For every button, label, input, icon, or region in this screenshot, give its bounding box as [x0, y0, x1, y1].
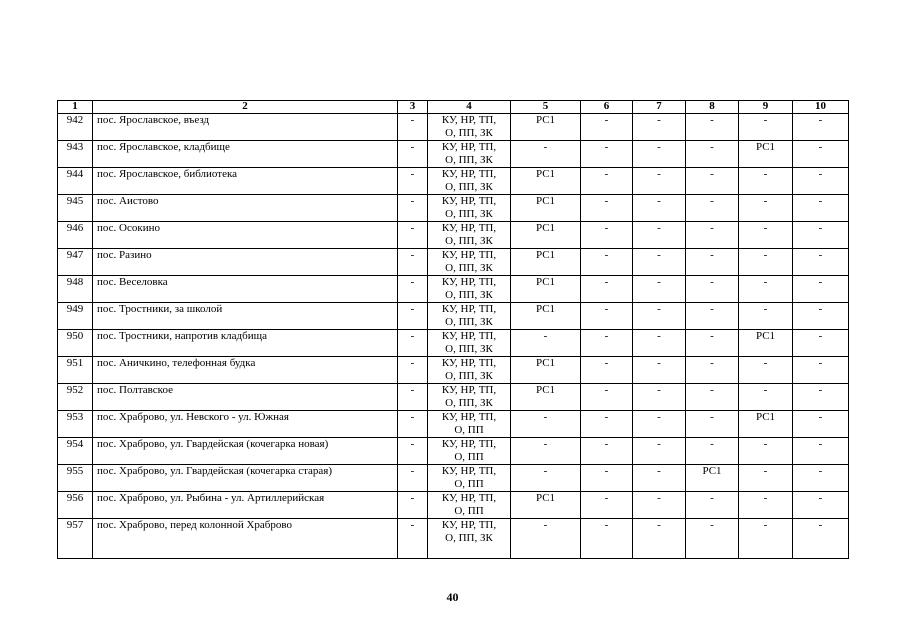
value-cell-10: -	[793, 384, 849, 411]
row-number-cell: 948	[58, 276, 93, 303]
value-cell-6: -	[581, 330, 633, 357]
value-cell-9: РС1	[739, 330, 793, 357]
value-cell-6: -	[581, 222, 633, 249]
value-cell-3: -	[398, 357, 428, 384]
value-cell-6: -	[581, 195, 633, 222]
header-cell-3: 3	[398, 101, 428, 114]
value-cell-9: -	[739, 168, 793, 195]
codes-cell: КУ, НР, ТП, О, ПП, ЗК	[428, 357, 511, 384]
value-cell-7: -	[633, 411, 686, 438]
value-cell-3: -	[398, 465, 428, 492]
table-row	[58, 357, 849, 384]
value-cell-6: -	[581, 168, 633, 195]
value-cell-6: -	[581, 114, 633, 141]
location-name-cell: пос. Ярославское, библиотека	[93, 168, 398, 195]
value-cell-6: -	[581, 141, 633, 168]
codes-cell: КУ, НР, ТП, О, ПП, ЗК	[428, 195, 511, 222]
value-cell-5: РС1	[511, 276, 581, 303]
value-cell-9: РС1	[739, 411, 793, 438]
value-cell-7: -	[633, 330, 686, 357]
location-name-cell: пос. Ярославское, въезд	[93, 114, 398, 141]
codes-cell: КУ, НР, ТП, О, ПП	[428, 438, 511, 465]
table-row	[58, 465, 849, 492]
page-number: 40	[446, 590, 459, 604]
table-row	[58, 168, 849, 195]
row-number-cell: 942	[58, 114, 93, 141]
location-name-cell: пос. Аничкино, телефонная будка	[93, 357, 398, 384]
value-cell-10: -	[793, 330, 849, 357]
codes-cell: КУ, НР, ТП, О, ПП, ЗК	[428, 330, 511, 357]
row-number-cell: 957	[58, 519, 93, 559]
value-cell-5: РС1	[511, 114, 581, 141]
value-cell-3: -	[398, 276, 428, 303]
value-cell-3: -	[398, 330, 428, 357]
value-cell-10: -	[793, 195, 849, 222]
header-cell-7: 7	[633, 101, 686, 114]
value-cell-5: РС1	[511, 222, 581, 249]
value-cell-8: -	[686, 303, 739, 330]
table-row	[58, 141, 849, 168]
row-number-cell: 955	[58, 465, 93, 492]
header-cell-6: 6	[581, 101, 633, 114]
table-row	[58, 114, 849, 141]
value-cell-8: -	[686, 519, 739, 559]
codes-cell: КУ, НР, ТП, О, ПП	[428, 465, 511, 492]
value-cell-10: -	[793, 519, 849, 559]
table-row	[58, 222, 849, 249]
value-cell-3: -	[398, 303, 428, 330]
value-cell-10: -	[793, 303, 849, 330]
value-cell-3: -	[398, 114, 428, 141]
row-number-cell: 943	[58, 141, 93, 168]
value-cell-8: -	[686, 249, 739, 276]
value-cell-10: -	[793, 276, 849, 303]
value-cell-9: -	[739, 195, 793, 222]
header-row	[58, 101, 849, 114]
value-cell-3: -	[398, 438, 428, 465]
value-cell-5: -	[511, 330, 581, 357]
value-cell-10: -	[793, 141, 849, 168]
codes-cell: КУ, НР, ТП, О, ПП, ЗК	[428, 222, 511, 249]
value-cell-3: -	[398, 492, 428, 519]
value-cell-8: -	[686, 384, 739, 411]
value-cell-6: -	[581, 438, 633, 465]
value-cell-7: -	[633, 438, 686, 465]
value-cell-5: РС1	[511, 303, 581, 330]
codes-cell: КУ, НР, ТП, О, ПП, ЗК	[428, 276, 511, 303]
value-cell-5: РС1	[511, 249, 581, 276]
value-cell-5: -	[511, 438, 581, 465]
value-cell-6: -	[581, 249, 633, 276]
value-cell-6: -	[581, 384, 633, 411]
row-number-cell: 950	[58, 330, 93, 357]
codes-cell: КУ, НР, ТП, О, ПП, ЗК	[428, 141, 511, 168]
value-cell-8: -	[686, 195, 739, 222]
value-cell-9: -	[739, 276, 793, 303]
value-cell-8: -	[686, 168, 739, 195]
value-cell-6: -	[581, 492, 633, 519]
value-cell-7: -	[633, 303, 686, 330]
value-cell-7: -	[633, 384, 686, 411]
row-number-cell: 953	[58, 411, 93, 438]
table-row	[58, 411, 849, 438]
value-cell-10: -	[793, 114, 849, 141]
table-row	[58, 519, 849, 559]
value-cell-7: -	[633, 249, 686, 276]
value-cell-5: РС1	[511, 492, 581, 519]
table-row	[58, 195, 849, 222]
value-cell-6: -	[581, 303, 633, 330]
codes-cell: КУ, НР, ТП, О, ПП	[428, 411, 511, 438]
value-cell-5: РС1	[511, 195, 581, 222]
value-cell-6: -	[581, 276, 633, 303]
location-name-cell: пос. Храброво, ул. Гвардейская (кочегарка старая)	[93, 465, 398, 492]
value-cell-9: -	[739, 357, 793, 384]
value-cell-9: -	[739, 384, 793, 411]
value-cell-7: -	[633, 519, 686, 559]
codes-cell: КУ, НР, ТП, О, ПП, ЗК	[428, 114, 511, 141]
value-cell-8: -	[686, 438, 739, 465]
location-name-cell: пос. Разино	[93, 249, 398, 276]
row-number-cell: 944	[58, 168, 93, 195]
codes-cell: КУ, НР, ТП, О, ПП, ЗК	[428, 168, 511, 195]
header-cell-10: 10	[793, 101, 849, 114]
table-row	[58, 492, 849, 519]
location-name-cell: пос. Ярославское, кладбище	[93, 141, 398, 168]
value-cell-5: -	[511, 519, 581, 559]
value-cell-5: -	[511, 141, 581, 168]
value-cell-10: -	[793, 168, 849, 195]
value-cell-3: -	[398, 168, 428, 195]
location-name-cell: пос. Храброво, ул. Рыбина - ул. Артиллерийская	[93, 492, 398, 519]
codes-cell: КУ, НР, ТП, О, ПП, ЗК	[428, 249, 511, 276]
value-cell-5: РС1	[511, 357, 581, 384]
value-cell-10: -	[793, 249, 849, 276]
value-cell-9: -	[739, 438, 793, 465]
value-cell-3: -	[398, 519, 428, 559]
codes-cell: КУ, НР, ТП, О, ПП, ЗК	[428, 519, 511, 559]
row-number-cell: 949	[58, 303, 93, 330]
table-row	[58, 384, 849, 411]
value-cell-7: -	[633, 168, 686, 195]
value-cell-7: -	[633, 222, 686, 249]
value-cell-3: -	[398, 384, 428, 411]
table-body	[58, 101, 849, 559]
value-cell-7: -	[633, 114, 686, 141]
location-name-cell: пос. Храброво, ул. Невского - ул. Южная	[93, 411, 398, 438]
value-cell-8: -	[686, 492, 739, 519]
location-name-cell: пос. Тростники, напротив кладбища	[93, 330, 398, 357]
value-cell-9: -	[739, 492, 793, 519]
header-cell-8: 8	[686, 101, 739, 114]
value-cell-3: -	[398, 249, 428, 276]
table-row	[58, 330, 849, 357]
value-cell-7: -	[633, 492, 686, 519]
value-cell-3: -	[398, 411, 428, 438]
value-cell-3: -	[398, 141, 428, 168]
location-name-cell: пос. Полтавское	[93, 384, 398, 411]
table-row	[58, 276, 849, 303]
value-cell-10: -	[793, 465, 849, 492]
location-name-cell: пос. Веселовка	[93, 276, 398, 303]
row-number-cell: 956	[58, 492, 93, 519]
codes-cell: КУ, НР, ТП, О, ПП	[428, 492, 511, 519]
header-cell-2: 2	[93, 101, 398, 114]
location-name-cell: пос. Храброво, перед колонной Храброво	[93, 519, 398, 559]
value-cell-9: -	[739, 519, 793, 559]
value-cell-9: -	[739, 222, 793, 249]
value-cell-3: -	[398, 222, 428, 249]
location-name-cell: пос. Осокино	[93, 222, 398, 249]
header-cell-5: 5	[511, 101, 581, 114]
value-cell-5: -	[511, 411, 581, 438]
row-number-cell: 951	[58, 357, 93, 384]
value-cell-9: -	[739, 303, 793, 330]
value-cell-9: -	[739, 114, 793, 141]
row-number-cell: 945	[58, 195, 93, 222]
value-cell-10: -	[793, 492, 849, 519]
value-cell-6: -	[581, 465, 633, 492]
value-cell-8: -	[686, 141, 739, 168]
value-cell-8: РС1	[686, 465, 739, 492]
codes-cell: КУ, НР, ТП, О, ПП, ЗК	[428, 303, 511, 330]
value-cell-5: РС1	[511, 384, 581, 411]
value-cell-9: -	[739, 465, 793, 492]
row-number-cell: 952	[58, 384, 93, 411]
location-name-cell: пос. Храброво, ул. Гвардейская (кочегарка новая)	[93, 438, 398, 465]
row-number-cell: 947	[58, 249, 93, 276]
table-row	[58, 303, 849, 330]
value-cell-10: -	[793, 357, 849, 384]
value-cell-6: -	[581, 411, 633, 438]
value-cell-7: -	[633, 465, 686, 492]
value-cell-3: -	[398, 195, 428, 222]
value-cell-6: -	[581, 519, 633, 559]
value-cell-7: -	[633, 141, 686, 168]
row-number-cell: 946	[58, 222, 93, 249]
table-row	[58, 249, 849, 276]
location-name-cell: пос. Аистово	[93, 195, 398, 222]
value-cell-8: -	[686, 357, 739, 384]
value-cell-10: -	[793, 411, 849, 438]
value-cell-7: -	[633, 357, 686, 384]
value-cell-8: -	[686, 330, 739, 357]
value-cell-7: -	[633, 276, 686, 303]
value-cell-8: -	[686, 411, 739, 438]
value-cell-8: -	[686, 114, 739, 141]
row-number-cell: 954	[58, 438, 93, 465]
value-cell-5: -	[511, 465, 581, 492]
location-name-cell: пос. Тростники, за школой	[93, 303, 398, 330]
data-table	[57, 100, 849, 559]
value-cell-9: -	[739, 249, 793, 276]
value-cell-10: -	[793, 222, 849, 249]
header-cell-9: 9	[739, 101, 793, 114]
value-cell-6: -	[581, 357, 633, 384]
header-cell-1: 1	[58, 101, 93, 114]
value-cell-9: РС1	[739, 141, 793, 168]
table-row	[58, 438, 849, 465]
codes-cell: КУ, НР, ТП, О, ПП, ЗК	[428, 384, 511, 411]
value-cell-5: РС1	[511, 168, 581, 195]
value-cell-10: -	[793, 438, 849, 465]
value-cell-8: -	[686, 276, 739, 303]
value-cell-7: -	[633, 195, 686, 222]
value-cell-8: -	[686, 222, 739, 249]
header-cell-4: 4	[428, 101, 511, 114]
